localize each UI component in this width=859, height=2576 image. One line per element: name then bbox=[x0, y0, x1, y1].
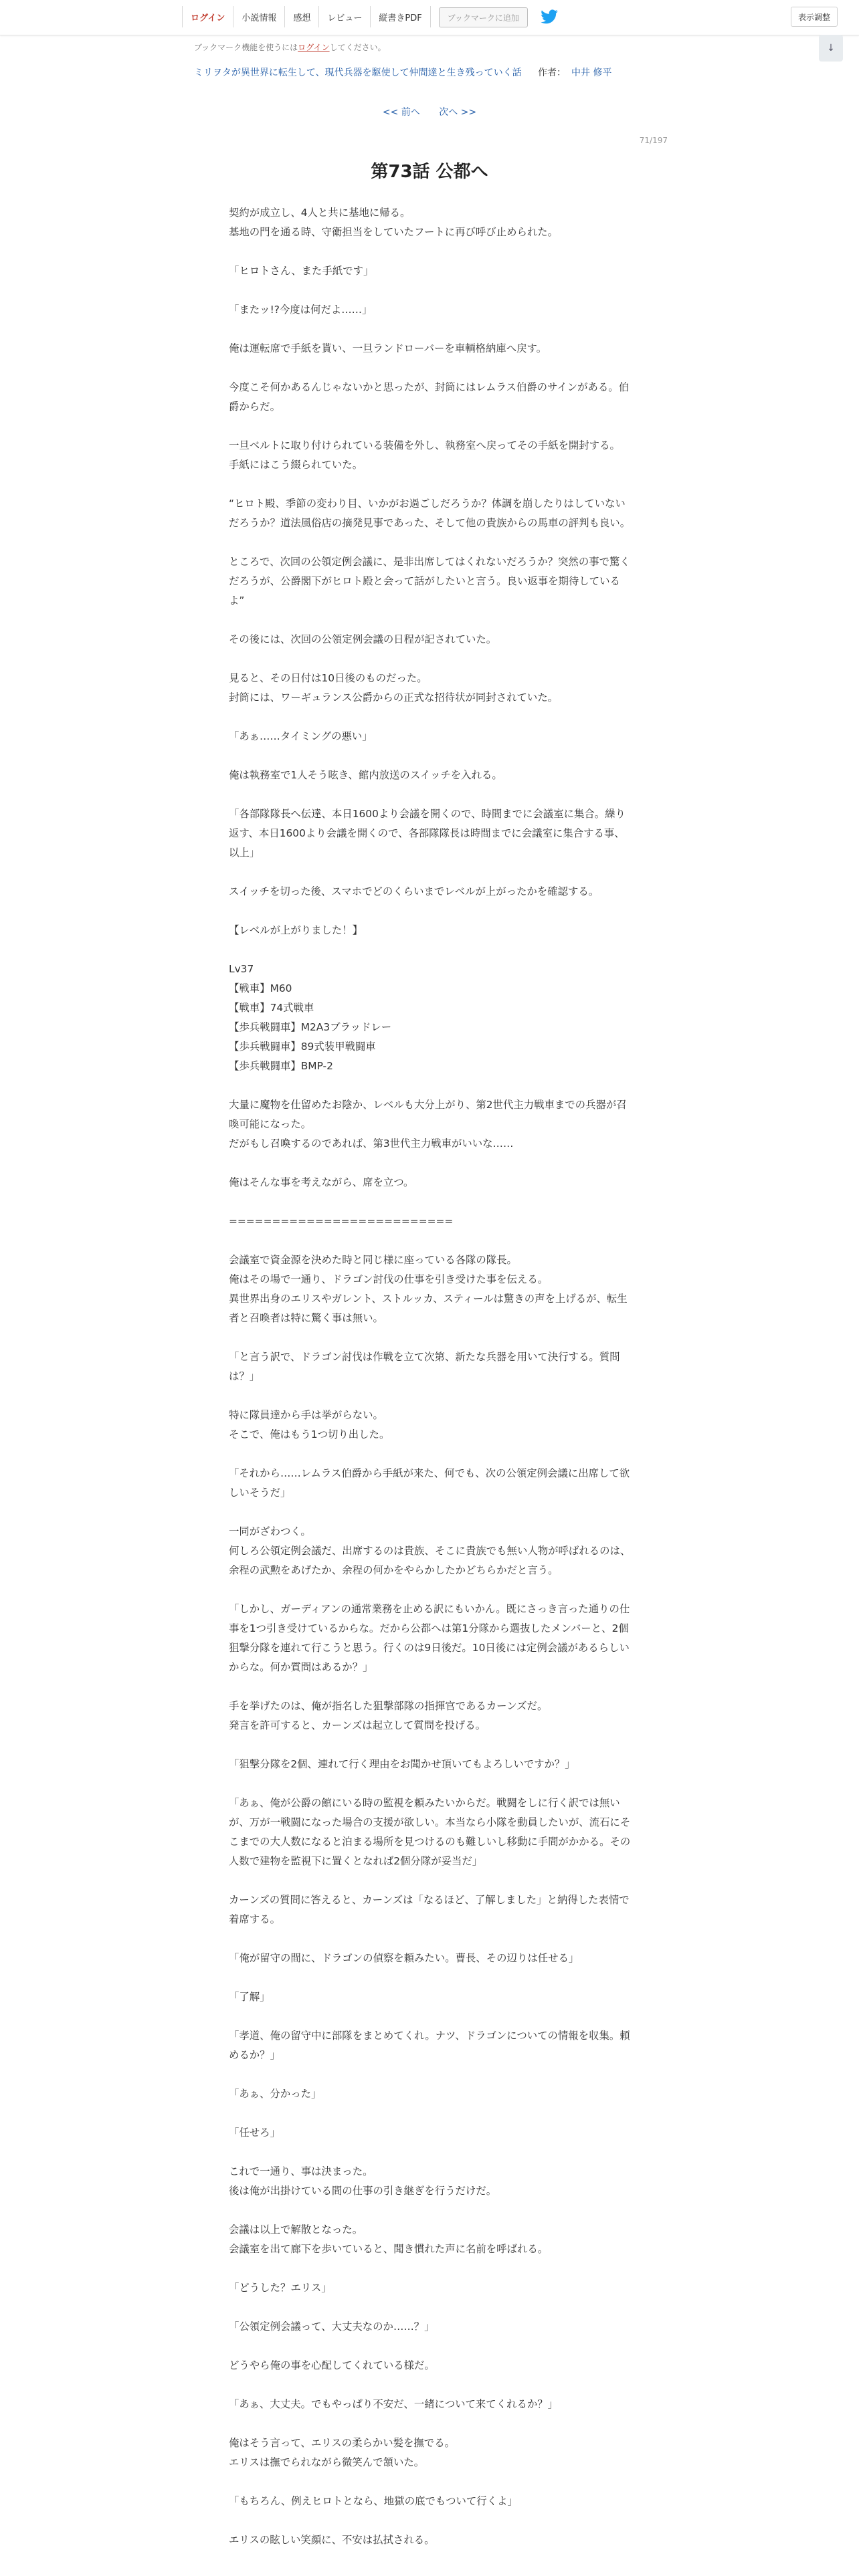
notice-login-link[interactable]: ログイン bbox=[298, 43, 330, 52]
blank-line bbox=[229, 242, 633, 261]
notice-prefix: ブックマーク機能を使うには bbox=[194, 43, 298, 52]
blank-line bbox=[229, 1231, 633, 1251]
body-paragraph: 基地の門を通る時、守衛担当をしていたフートに再び呼び止められた。 bbox=[229, 226, 559, 238]
blank-line bbox=[229, 708, 633, 727]
blank-line bbox=[229, 2259, 633, 2278]
blank-line bbox=[229, 2201, 633, 2220]
body-paragraph: 「それから……レムラス伯爵から手紙が来た、何でも、次の公領定例会議に出席して欲しいそうだ」 bbox=[229, 1467, 630, 1499]
blank-line bbox=[229, 2337, 633, 2356]
blank-line bbox=[229, 2414, 633, 2434]
blank-line bbox=[229, 785, 633, 804]
body-paragraph: 「了解」 bbox=[229, 1991, 270, 2003]
body-paragraph: どうやら俺の事を心配してくれている様だ。 bbox=[229, 2359, 435, 2371]
body-paragraph: だがもし召喚するのであれば、第3世代主力戦車がいいな…… bbox=[229, 1138, 514, 1150]
body-paragraph: 大量に魔物を仕留めたお陰か、レベルも大分上がり、第2世代主力戦車までの兵器が召喚可能になった。 bbox=[229, 1099, 627, 1130]
login-notice bbox=[194, 41, 386, 53]
body-paragraph: 「俺が留守の間に、ドラゴンの偵察を頼みたい。曹長、その辺りは任せる」 bbox=[229, 1952, 579, 1964]
blank-line bbox=[229, 1929, 633, 1949]
body-paragraph: これで一通り、事は決まった。 bbox=[229, 2165, 373, 2177]
blank-line bbox=[229, 2143, 633, 2162]
body-paragraph: 「どうした？エリス」 bbox=[229, 2282, 332, 2294]
body-paragraph: 「あぁ、俺が公爵の館にいる時の監視を頼みたいからだ。戦闘をしに行く訳では無いが、万が一戦闘になった場合の支援が欲しい。本当なら小隊を動員したいが、流石にそこまでの大人数になると泊まる場所を見つけるのも難しいし移動に手間がかかる。その人数で建物を監視下に置くとなれば2個分隊が妥当だ」 bbox=[229, 1797, 631, 1867]
top-nav bbox=[182, 6, 559, 27]
body-paragraph: 「またッ!?今度は何だよ……」 bbox=[229, 304, 373, 316]
body-paragraph: スイッチを切った後、スマホでどのくらいまでレベルが上がったかを確認する。 bbox=[229, 885, 599, 897]
twitter-icon[interactable] bbox=[540, 7, 559, 26]
body-paragraph: 「狙撃分隊を2個、連れて行く理由をお聞かせ頂いてもよろしいですか？」 bbox=[229, 1758, 575, 1770]
blank-line bbox=[229, 863, 633, 882]
body-paragraph: 「任せろ」 bbox=[229, 2127, 280, 2139]
pager bbox=[0, 105, 859, 118]
body-paragraph: 会議室を出て廊下を歩いていると、聞き慣れた声に名前を呼ばれる。 bbox=[229, 2243, 549, 2255]
review-link[interactable]: レビュー bbox=[319, 6, 371, 27]
blank-line bbox=[229, 2104, 633, 2123]
body-paragraph: 「と言う訳で、ドラゴン討伐は作戦を立て次第、新たな兵器を用いて決行する。質問は？」 bbox=[229, 1351, 620, 1382]
body-paragraph: 手紙にはこう綴られていた。 bbox=[229, 459, 363, 471]
blank-line bbox=[229, 1735, 633, 1755]
blank-line bbox=[229, 358, 633, 378]
blank-line bbox=[229, 1386, 633, 1406]
blank-line bbox=[229, 649, 633, 669]
body-paragraph: その後には、次回の公領定例会議の日程が記されていた。 bbox=[229, 633, 497, 645]
blank-line bbox=[229, 940, 633, 960]
next-page-link[interactable]: 次へ >> bbox=[439, 107, 477, 118]
body-paragraph: Lv37 bbox=[229, 963, 254, 975]
blank-line bbox=[229, 1580, 633, 1600]
body-paragraph: 【戦車】74式戦車 bbox=[229, 1002, 314, 1014]
blank-line bbox=[229, 2375, 633, 2395]
blank-line bbox=[229, 1774, 633, 1794]
vertical-pdf-link[interactable]: 縦書きPDF bbox=[371, 6, 430, 27]
body-paragraph: 一旦ベルトに取り付けられている装備を外し、執務室へ戻ってその手紙を開封する。 bbox=[229, 439, 620, 451]
blank-line bbox=[229, 1076, 633, 1095]
body-paragraph: エリスの眩しい笑顔に、不安は払拭される。 bbox=[229, 2534, 435, 2546]
blank-line bbox=[229, 281, 633, 300]
blank-line bbox=[229, 417, 633, 436]
blank-line bbox=[229, 1871, 633, 1891]
body-paragraph: 後は俺が出掛けている間の仕事の引き継ぎを行うだけだ。 bbox=[229, 2185, 497, 2197]
blank-line bbox=[229, 1503, 633, 1522]
scroll-down-icon[interactable]: ↓ bbox=[819, 35, 843, 62]
episode-title: 第73話 公都へ bbox=[371, 162, 488, 182]
author-label: 作者： bbox=[538, 68, 567, 78]
body-paragraph: 封筒には、ワーギュランス公爵からの正式な招待状が同封されていた。 bbox=[229, 691, 559, 704]
blank-line bbox=[229, 1192, 633, 1212]
blank-line bbox=[229, 2472, 633, 2492]
blank-line bbox=[229, 2511, 633, 2531]
body-paragraph: 「あぁ、分かった」 bbox=[229, 2088, 322, 2100]
body-paragraph: 会議は以上で解散となった。 bbox=[229, 2224, 363, 2236]
body-paragraph: 【歩兵戦闘車】89式装甲戦闘車 bbox=[229, 1041, 376, 1053]
body-paragraph: 「あぁ……タイミングの悪い」 bbox=[229, 730, 373, 742]
body-paragraph: 手を挙げたのは、俺が指名した狙撃部隊の指揮官であるカーンズだ。 bbox=[229, 1700, 548, 1712]
add-bookmark-button[interactable]: ブックマークに追加 bbox=[439, 7, 528, 27]
display-settings-button[interactable]: 表示調整 bbox=[791, 7, 838, 27]
body-paragraph: 会議室で資金源を決めた時と同じ様に座っている各隊の隊長。 bbox=[229, 1254, 517, 1266]
body-paragraph: 「ヒロトさん、また手紙です」 bbox=[229, 265, 374, 277]
body-paragraph: 「孝道、俺の留守中に部隊をまとめてくれ。ナツ、ドラゴンについての情報を収集。頼めるか？」 bbox=[229, 2030, 630, 2061]
body-paragraph: ========================== bbox=[229, 1215, 454, 1227]
body-paragraph: そこで、俺はもう1つ切り出した。 bbox=[229, 1428, 390, 1440]
body-paragraph: ところで、次回の公領定例会議に、是非出席してはくれないだろうか？突然の事で驚くだろうが、公爵閣下がヒロト殿と会って話がしたいと言う。良い返事を期待しているよ” bbox=[229, 556, 630, 607]
body-paragraph: 「しかし、ガーディアンの通常業務を止める訳にもいかん。既にさっき言った通りの仕事を1つ引き受けているからな。だから公都へは第1分隊から選抜したメンバーと、2個狙撃分隊を連れて行こうと思う。行くのは9日後だ。10日後には定例会議があるらしいからな。何か質問はあるか？」 bbox=[229, 1603, 630, 1673]
blank-line bbox=[229, 1444, 633, 1464]
body-paragraph: 「公領定例会議って、大丈夫なのか……？」 bbox=[229, 2321, 435, 2333]
body-paragraph: 一同がざわつく。 bbox=[229, 1525, 311, 1537]
body-paragraph: 「あぁ、大丈夫。でもやっぱり不安だ、一緒について来てくれるか？」 bbox=[229, 2398, 559, 2410]
blank-line bbox=[229, 475, 633, 494]
blank-line bbox=[229, 2007, 633, 2026]
blank-line bbox=[229, 533, 633, 552]
body-paragraph: 特に隊員達から手は挙がらない。 bbox=[229, 1409, 383, 1421]
blank-line bbox=[229, 2298, 633, 2317]
body-paragraph: 「もちろん、例えヒロトとなら、地獄の底でもついて行くよ」 bbox=[229, 2495, 518, 2507]
body-paragraph: “ヒロト殿、季節の変わり目、いかがお過ごしだろうか？体調を崩したりはしていないだろうか？道法風俗店の摘発見事であった、そして他の貴族からの馬車の評判も良い。 bbox=[229, 498, 631, 529]
body-paragraph: 【レベルが上がりました！】 bbox=[229, 924, 363, 936]
blank-line bbox=[229, 2065, 633, 2084]
login-link[interactable]: ログイン bbox=[182, 6, 233, 27]
body-paragraph: 発言を許可すると、カーンズは起立して質問を投げる。 bbox=[229, 1719, 486, 1731]
body-paragraph: カーンズの質問に答えると、カーンズは「なるほど、了解しました」と納得した表情で着席する。 bbox=[229, 1894, 630, 1925]
body-paragraph: 【戦車】M60 bbox=[229, 982, 292, 994]
body-paragraph: エリスは撫でられながら微笑んで頷いた。 bbox=[229, 2456, 425, 2468]
body-paragraph: 異世界出身のエリスやガレント、ストルッカ、スティールは驚きの声を上げるが、転生者と召喚者は特に驚く事は無い。 bbox=[229, 1293, 628, 1324]
body-paragraph: 俺は運転席で手紙を貰い、一旦ランドローバーを車輌格納庫へ戻す。 bbox=[229, 342, 547, 354]
body-paragraph: 見ると、その日付は10日後のものだった。 bbox=[229, 672, 427, 684]
blank-line bbox=[229, 1677, 633, 1697]
series-header bbox=[194, 66, 611, 79]
body-paragraph: 【歩兵戦闘車】BMP-2 bbox=[229, 1060, 333, 1072]
body-paragraph: 何しろ公領定例会議だ、出席するのは貴族、そこに貴族でも無い人物が呼ばれるのは、余程の武勲をあげたか、余程の何かをやらかしたかどちらかだと言う。 bbox=[229, 1545, 631, 1576]
body-paragraph: 【歩兵戦闘車】M2A3ブラッドレー bbox=[229, 1021, 392, 1033]
body-paragraph: 俺はそう言って、エリスの柔らかい髪を撫でる。 bbox=[229, 2437, 455, 2449]
body-paragraph: 契約が成立し、4人と共に基地に帰る。 bbox=[229, 207, 411, 219]
top-bar bbox=[0, 0, 859, 35]
body-paragraph: 「各部隊隊長へ伝達、本日1600より会議を開くので、時間までに会議室に集合。繰り返す、本日1600より会議を開くので、各部隊隊長は時間までに会議室に集合する事、以上」 bbox=[229, 808, 626, 859]
blank-line bbox=[229, 611, 633, 630]
blank-line bbox=[229, 901, 633, 921]
body-paragraph: 俺は執務室で1人そう呟き、館内放送のスイッチを入れる。 bbox=[229, 769, 502, 781]
blank-line bbox=[229, 320, 633, 339]
episode-counter: 71/197 bbox=[639, 136, 668, 145]
blank-line bbox=[229, 1154, 633, 1173]
blank-line bbox=[229, 746, 633, 766]
body-paragraph: 今度こそ何かあるんじゃないかと思ったが、封筒にはレムラス伯爵のサインがある。伯爵からだ。 bbox=[229, 381, 630, 413]
notice-suffix: してください。 bbox=[329, 43, 386, 52]
novel-body bbox=[229, 203, 633, 2550]
series-title-link[interactable]: ミリヲタが異世界に転生して、現代兵器を駆使して仲間達と生き残っていく話 bbox=[194, 68, 522, 78]
blank-line bbox=[229, 1328, 633, 1348]
author-link[interactable]: 中井 修平 bbox=[571, 68, 612, 78]
body-paragraph: 俺はその場で一通り、ドラゴン討伐の仕事を引き受けた事を伝える。 bbox=[229, 1273, 549, 1285]
body-paragraph: 俺はそんな事を考えながら、席を立つ。 bbox=[229, 1176, 414, 1188]
impressions-link[interactable]: 感想 bbox=[285, 6, 319, 27]
blank-line bbox=[229, 1968, 633, 1988]
novel-info-link[interactable]: 小説情報 bbox=[233, 6, 285, 27]
prev-page-link[interactable]: << 前へ bbox=[382, 107, 420, 118]
